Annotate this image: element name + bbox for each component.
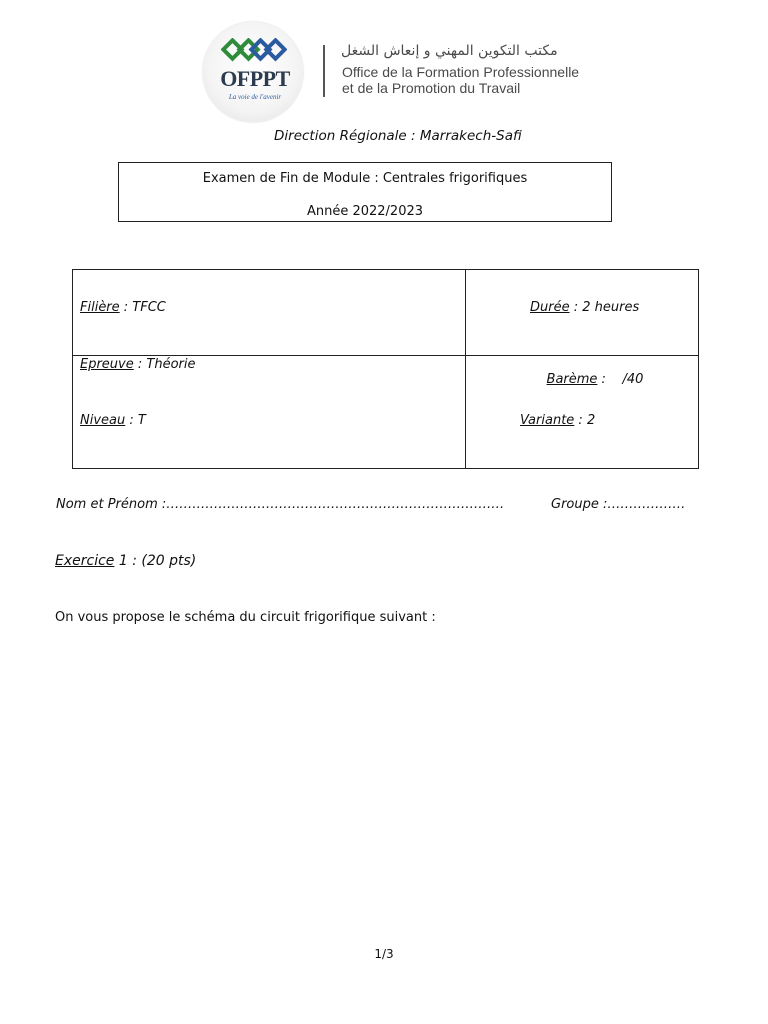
variante-field (520, 413, 595, 428)
exercise-intro: On vous propose le schéma du circuit frigorifique suivant : (55, 610, 436, 625)
exam-title: Examen de Fin de Module : Centrales frigorifiques (202, 171, 528, 186)
page-number: 1/3 (374, 947, 394, 961)
duree-field (530, 300, 639, 315)
filiere-label: Filière (80, 300, 120, 315)
org-name-arabic: مكتب التكوين المهني و إنعاش الشغل (341, 43, 558, 59)
variante-value: : 2 (574, 413, 596, 428)
exercise-heading (55, 553, 196, 569)
ofppt-logo (203, 22, 307, 122)
duree-value: : 2 heures (569, 300, 640, 315)
exam-info-table (72, 269, 699, 469)
org-name-line2: et de la Promotion du Travail (342, 80, 521, 96)
niveau-value: : T (125, 413, 146, 428)
table-divider-horizontal (73, 355, 698, 356)
filiere-value: : TFCC (119, 300, 166, 315)
logo-text: OFPPT (220, 66, 290, 91)
header-divider (323, 45, 325, 97)
table-divider-vertical (465, 270, 466, 468)
bareme-field (530, 357, 643, 402)
exercise-points: 1 : (20 pts) (114, 553, 197, 569)
duree-label: Durée (530, 300, 570, 315)
niveau-label: Niveau (80, 413, 126, 428)
epreuve-value: : Théorie (133, 357, 196, 372)
regional-direction: Direction Régionale : Marrakech-Safi (274, 128, 522, 144)
logo-tagline: La voie de l'avenir (228, 93, 282, 101)
candidate-name-field: Nom et Prénom :…………………………………………………………………… (56, 497, 505, 512)
org-name-line1: Office de la Formation Professionnelle (342, 64, 580, 80)
niveau-field (80, 413, 146, 428)
filiere-field (80, 300, 166, 315)
epreuve-label: Epreuve (80, 357, 134, 372)
variante-label: Variante (520, 413, 575, 428)
exercise-label: Exercice (55, 553, 115, 569)
candidate-group-field: Groupe :……………… (551, 497, 686, 512)
bareme-value: : /40 (597, 372, 644, 387)
bareme-label: Barème (546, 372, 598, 387)
epreuve-field (80, 357, 195, 372)
exam-year: Année 2022/2023 (306, 204, 424, 219)
exam-title-box (118, 162, 612, 222)
